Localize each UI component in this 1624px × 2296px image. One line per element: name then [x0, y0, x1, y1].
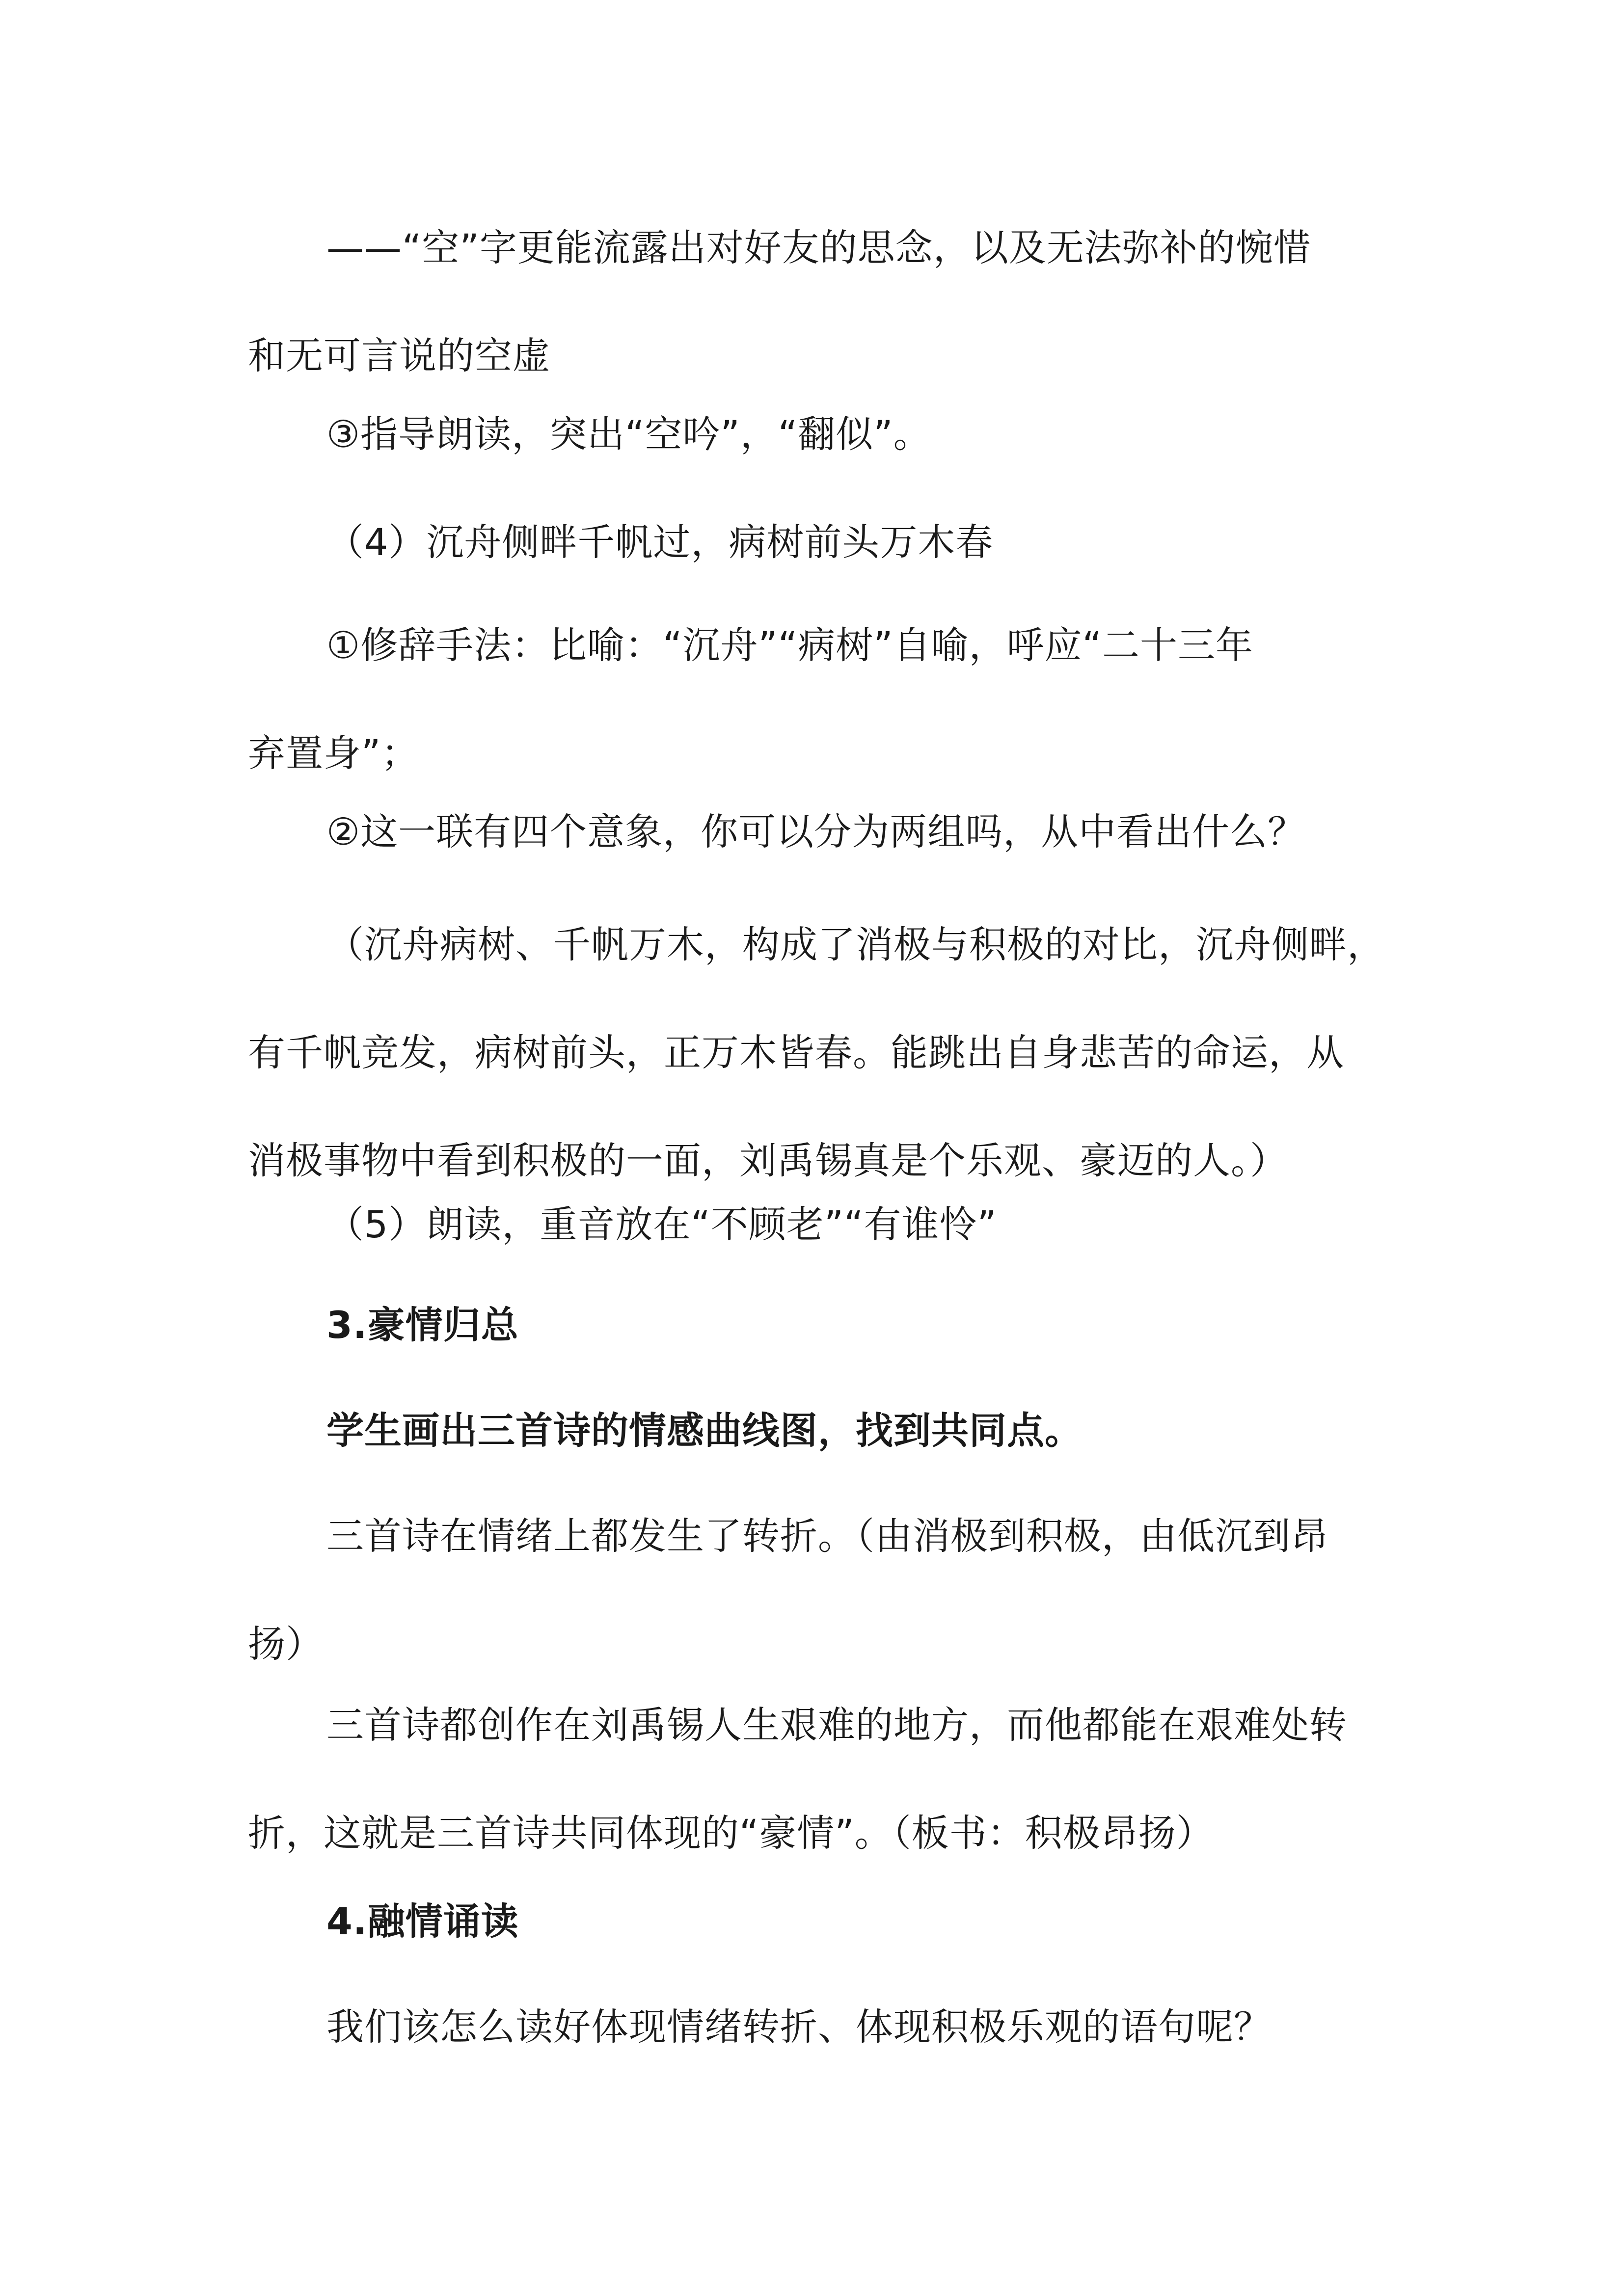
paragraph-line: （沉舟病树、千帆万木，构成了消极与积极的对比，沉舟侧畔， — [326, 923, 1385, 966]
paragraph-line: ②这一联有四个意象，你可以分为两组吗，从中看出什么？ — [326, 810, 1306, 854]
paragraph-reading-guide — [248, 380, 1392, 488]
paragraph-line: 三首诗都创作在刘禹锡人生艰难的地方，而他都能在艰难处转 — [326, 1703, 1347, 1747]
paragraph-line: 折，这就是三首诗共同体现的“豪情”。（板书：积极昂扬） — [248, 1811, 1214, 1855]
paragraph-item-4 — [248, 488, 1392, 596]
paragraph-closing-question — [248, 1973, 1392, 2081]
section-heading-3 — [248, 1271, 1392, 1379]
heading-text: 4.融情诵读 — [326, 1899, 519, 1943]
paragraph-line: （5）朗读，重音放在“不顾老”“有谁怜” — [326, 1202, 997, 1246]
paragraph-kong-analysis — [248, 194, 1392, 410]
heading-text: 3.豪情归总 — [326, 1303, 519, 1347]
paragraph-common-spirit — [248, 1671, 1392, 1887]
paragraph-line: 学生画出三首诗的情感曲线图，找到共同点。 — [326, 1409, 1083, 1452]
paragraph-imagery-answer — [248, 891, 1392, 1215]
paragraph-emotion-turn — [248, 1482, 1392, 1698]
paragraph-line: 三首诗在情绪上都发生了转折。（由消极到积极，由低沉到昂 — [326, 1514, 1328, 1558]
paragraph-line: 和无可言说的空虚 — [248, 334, 550, 377]
paragraph-rhetoric — [248, 591, 1392, 807]
paragraph-item-5 — [248, 1171, 1392, 1279]
paragraph-line: 扬） — [248, 1622, 324, 1666]
paragraph-line: 弃置身”； — [248, 731, 419, 775]
paragraph-student-task — [248, 1377, 1392, 1485]
paragraph-imagery-question — [248, 778, 1392, 886]
paragraph-line: ③指导朗读，突出“空吟”，“翻似”。 — [326, 412, 931, 456]
paragraph-line: 我们该怎么读好体现情绪转折、体现积极乐观的语句呢？ — [326, 2005, 1272, 2049]
paragraph-line: （4）沉舟侧畔千帆过，病树前头万木春 — [326, 520, 994, 564]
paragraph-line: 有千帆竞发，病树前头，正万木皆春。能跳出自身悲苦的命运，从 — [248, 1031, 1344, 1074]
paragraph-line: ——“空”字更能流露出对好友的思念，以及无法弥补的惋惜 — [326, 226, 1311, 269]
section-heading-4 — [248, 1868, 1392, 1976]
paragraph-line: ①修辞手法：比喻：“沉舟”“病树”自喻，呼应“二十三年 — [326, 623, 1253, 667]
paragraph-line: 消极事物中看到积极的一面，刘禹锡真是个乐观、豪迈的人。） — [248, 1139, 1288, 1182]
